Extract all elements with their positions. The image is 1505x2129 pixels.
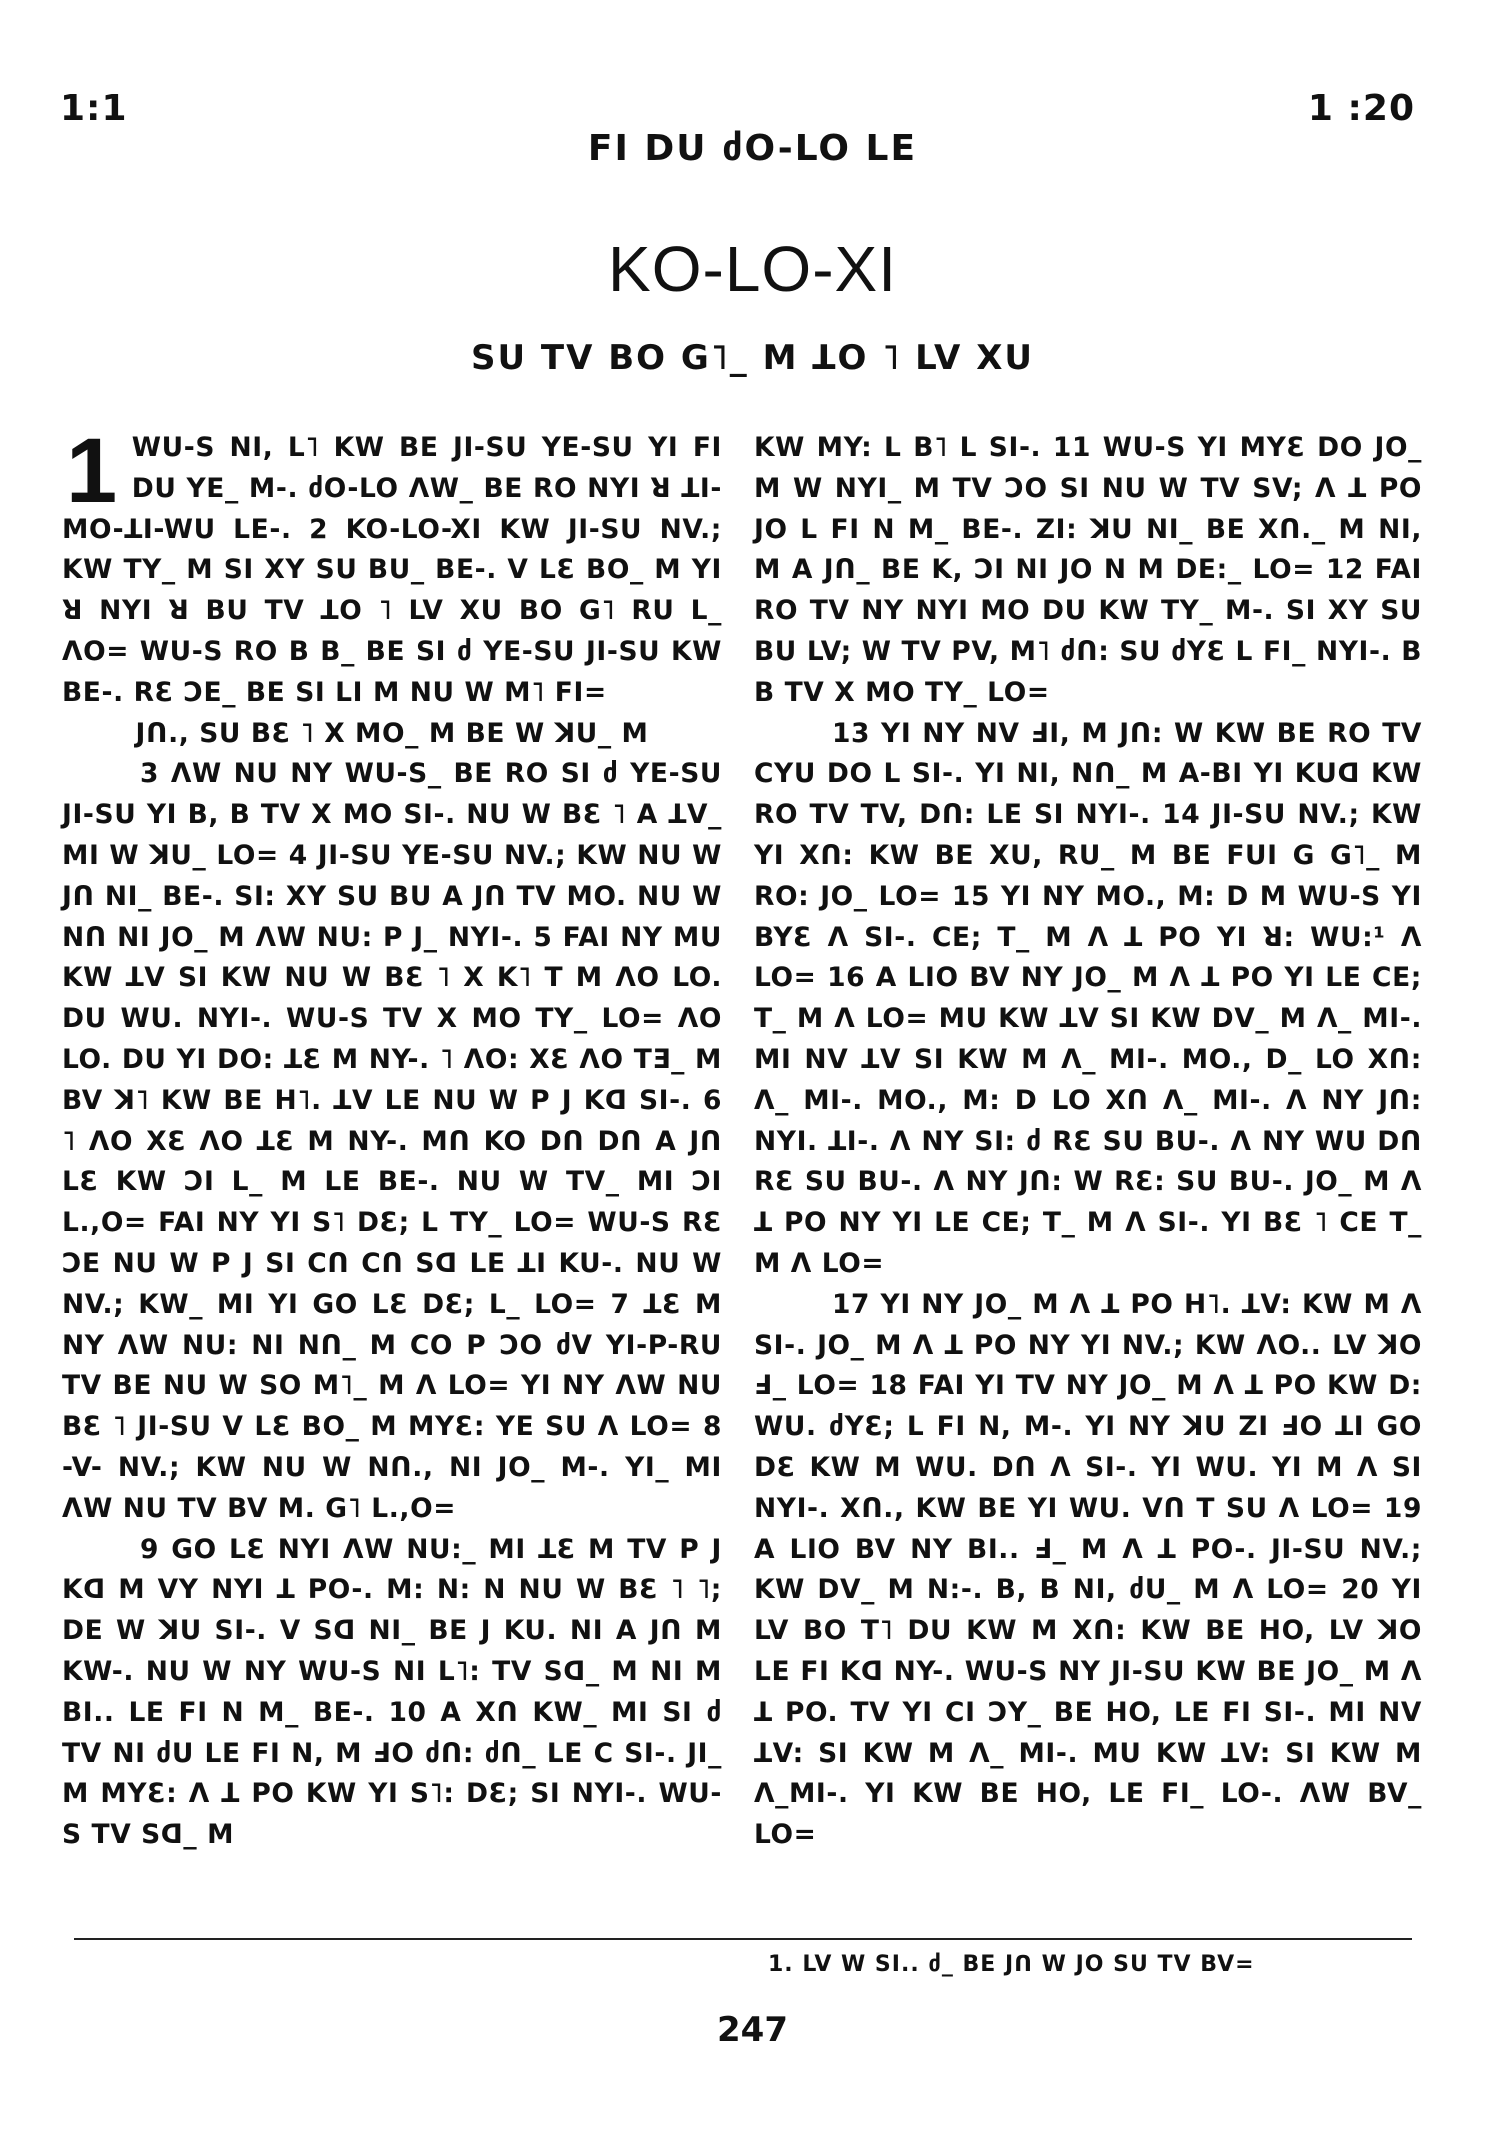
- footnote-divider: [74, 1938, 1412, 1940]
- running-title: FI DU ძO-LO LE: [587, 128, 918, 169]
- paragraph: 3 ΛW NU NY WU-S_ BE RO SI ძ YE-SU JI-SU YI B, B TV X MO SI-. NU W BƐ ˥ A ꓕV_ MI W ꓘU_ LO= 4 JI-SU YE-SU NV.; KW NU W Jꓵ NI_ BE-. SI: XY SU BU A Jꓵ TV MO. NU W Nꓵ NI JO_ M ΛW NU: P J_ NYI-. 5 FAI NY MU KW ꓕV SI KW NU W BƐ ˥ X K˥ T M ΛO LO. DU WU. NYI-. WU-S TV X MO TY_ LO= ΛO LO. DU YI DO: ꓕƐ M NY-. ˥ ΛO: XƐ ΛO TƎ_ M BV ꓘ˥ KW BE H˥. ꓕV LE NU W P J Kꓷ SI-. 6 ˥ ΛO XƐ ΛO ꓕƐ M NY-. Mꓵ KO Dꓵ Dꓵ A Jꓵ LƐ KW ƆI L_ M LE BE-. NU W TV_ MI ƆI L.,O= FAI NY YI S˥ DƐ; L TY_ LO= WU-S RƐ ƆE NU W P J SI Cꓵ Cꓵ Sꓷ LE ꓕI KU-. NU W NV.; KW_ MI YI GO LƐ DƐ; L_ LO= 7 ꓕƐ M NY ΛW NU: NI Nꓵ_ M CO P ƆO ძV YI-P-ꓣU TV BE NU W SO M˥_ M Λ LO= YI NY ΛW NU BƐ ˥ JI-SU V LƐ BO_ M MYƐ: YE SU Λ LO= 8 -V- NV.; KW NU W Nꓵ., NI JO_ M-. YI_ MI ΛW NU TV BV M. G˥ L.,O=: [62, 758, 722, 1524]
- page-number: 247: [717, 2010, 788, 2050]
- right-text-column: [754, 428, 1422, 1856]
- paragraph: [62, 420, 722, 714]
- paragraph: 17 YI NY JO_ M Λ ꓕ PO H˥. ꓕV: KW M Λ SI-. JO_ M Λ ꓕ PO NY YI NV.; KW ΛO.. LV ꓘO ꓞ_ LO= 18 FAI YI TV NY JO_ M Λ ꓕ PO KW D: WU. ძYƐ; L FI N, M-. YI NY ꓘU ZI ꓞO ꓕI GO DƐ KW M WU. Dꓵ Λ SI-. YI WU. YI M Λ SI NYI-. Xꓵ., KW BE YI WU. Vꓵ T SU Λ LO= 19 A LIO BV NY BI.. ꓞ_ M Λ ꓕ PO-. JI-SU NV.; KW DV_ M N:-. B, B NI, ძU_ M Λ LO= 20 YI LV BO T˥ DU KW M Xꓵ: KW BE HO, LV ꓘO LE FI Kꓷ NY-. WU-S NY JI-SU KW BE JO_ M Λ ꓕ PO. TV YI CI ƆY_ BE HO, LE FI SI-. MI NV ꓕV: SI KW M Λ_ MI-. MU KW ꓕV: SI KW M Λ_MI-. YI KW BE HO, LE FI_ LO-. ΛW BV_ LO=: [754, 1288, 1422, 1851]
- paragraph-text: WU-S NI, L˥ KW BE JI-SU YE-SU YI FI DU YE_ M-. ძO-LO ΛW_ BE RO NYI ꓤ ꓕI-MO-ꓕI-WU LE-. 2 KO-LO-XI KW JI-SU NV.; KW TY_ M SI XY SU BU_ BE-. V LƐ BO_ M YI ꓤ NYI ꓤ BU TV ꓕO ˥ LV XU BO G˥ ꓣU L_ ΛO= WU-S RO B B_ BE SI ძ YE-SU JI-SU KW BE-. RƐ ƆE_ BE SI LI M NU W M˥ FI=: [62, 432, 722, 708]
- left-text-column: [62, 420, 722, 1856]
- section-heading: Jꓵ., SU BƐ ˥ X MO_ M BE W ꓘU_ M: [135, 717, 649, 749]
- paragraph: 9 GO LƐ NYI ΛW NU:_ MI ꓕƐ M TV P J Kꓷ M VY NYI ꓕ PO-. M: N: N NU W BƐ ˥ ˥; DE W ꓘU SI-. V Sꓷ NI_ BE J KU. NI A Jꓵ M KW-. NU W NY WU-S NI L˥: TV Sꓷ_ M NI M BI.. LE FI N M_ BE-. 10 A Xꓵ KW_ MI SI ძ TV NI ძU LE FI N, M ꓞO ძꓵ: ძꓵ_ LE C SI-. JI_ M MYƐ: Λ ꓕ PO KW YI S˥: DƐ; SI NYI-. WU-S TV Sꓷ_ M: [62, 1533, 722, 1851]
- chapter-verse-end: 1 :20: [1307, 88, 1415, 129]
- paragraph: 13 YI NY NV ꓞI, M Jꓵ: W KW BE RO TV CYU DO L SI-. YI NI, Nꓵ_ M A-BI YI KUꓷ KW RO TV TV, Dꓵ: LE SI NYI-. 14 JI-SU NV.; KW YI Xꓵ: KW BE XU, RU_ M BE FUI G G˥_ M RO: JO_ LO= 15 YI NY MO., M: D M WU-S YI BYƐ Λ SI-. CE; T_ M Λ ꓕ PO YI ꓤ: WU:¹ Λ LO= 16 A LIO BV NY JO_ M Λ ꓕ PO YI LE CE; T_ M Λ LO= MU KW ꓕV SI KW DV_ M Λ_ MI-. MI NV ꓕV SI KW M Λ_ MI-. MO., D_ LO Xꓵ: Λ_ MI-. MO., M: D LO Xꓵ Λ_ MI-. Λ NY Jꓵ: NYI. ꓕI-. Λ NY SI: ძ RƐ SU BU-. Λ NY WU Dꓵ RƐ SU BU-. Λ NY Jꓵ: W RƐ: SU BU-. JO_ M Λ ꓕ PO NY YI LE CE; T_ M Λ SI-. YI BƐ ˥ CE T_ M Λ LO=: [754, 717, 1422, 1279]
- chapter-verse-start: 1:1: [60, 88, 128, 129]
- chapter-drop-cap: 1: [66, 420, 118, 522]
- book-title: KO-LO-XI: [608, 233, 897, 305]
- paragraph: KW MY: L B˥ L SI-. 11 WU-S YI MYƐ DO JO_ M W NYI_ M TV ƆO SI NU W TV SV; Λ ꓕ PO JO L FI N M_ BE-. ZI: ꓘU NI_ BE Xꓵ._ M NI, M A Jꓵ_ BE K, ƆI NI JO N M DE:_ LO= 12 FAI RO TV NY NYI MO DU KW TY_ M-. SI XY SU BU LV; W TV PV, M˥ ძꓵ: SU ძYƐ L FI_ NYI-. B B TV X MO TY_ LO=: [754, 432, 1422, 708]
- footnote: 1. LV W SI.. ძ_ BE Jꓵ W JO SU TV BV=: [768, 1952, 1255, 1977]
- book-subtitle: SU TV BO G˥_ M ꓕO ˥ LV XU: [470, 338, 1035, 378]
